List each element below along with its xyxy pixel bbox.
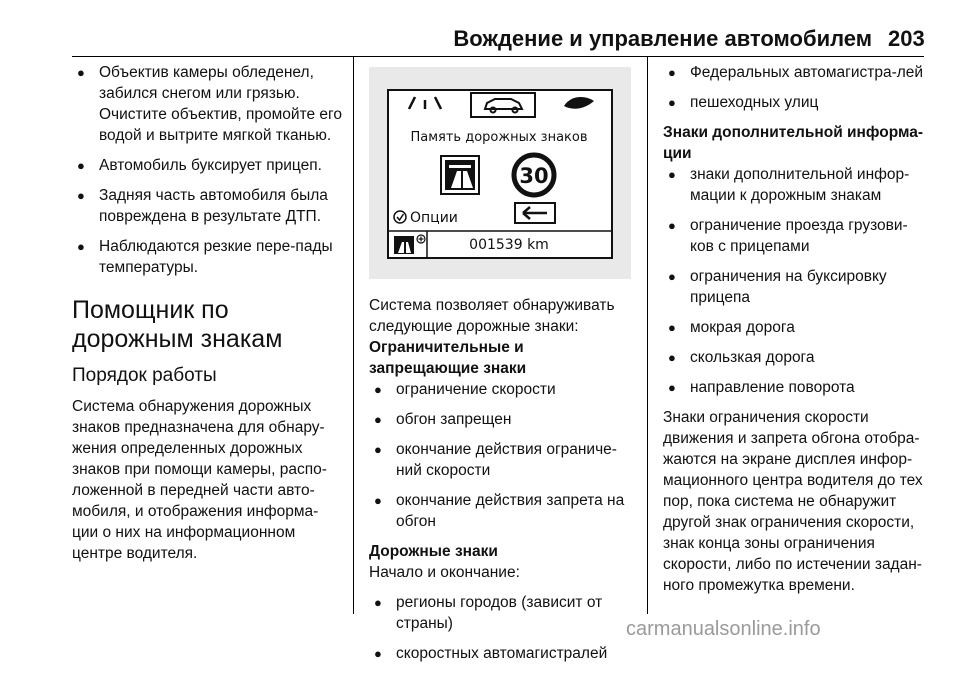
list-item: ● окончание действия запрета на обгон	[369, 490, 637, 532]
column-3	[663, 62, 927, 596]
restriction-signs-list	[369, 379, 637, 532]
road-signs-list	[369, 592, 637, 664]
group-intro: Начало и окончание:	[369, 564, 520, 581]
additional-info-signs-list	[663, 164, 927, 398]
leaf-tab-icon	[564, 97, 594, 109]
list-item: ● Автомобиль буксирует прицеп.	[72, 155, 344, 176]
section-title: Помощник по дорожным знакам	[72, 296, 283, 353]
watermark-link[interactable]: carmanualsonline.info	[626, 618, 821, 640]
list-item: ● Федеральных автомагистра-лей	[663, 62, 927, 83]
car-tab-icon	[485, 99, 522, 113]
column-1	[72, 62, 344, 564]
body-paragraph: Система обнаружения дорожных знаков предназначена для обнару-жения определенных дорожных знаков при помощи камеры, распо-ложенной в передней части авто-мобиля, и отображения информа-ции о них на информационном центре водителя.	[72, 398, 327, 562]
group-heading: Дорожные знаки	[369, 543, 498, 560]
options-label[interactable]: Опции	[410, 210, 458, 226]
list-item: ● скоростных автомагистралей	[369, 643, 637, 664]
odometer-readout: 001539 km	[469, 237, 549, 253]
display-title: Память дорожных знаков	[410, 130, 588, 145]
list-item: ● скользкая дорога	[663, 347, 927, 368]
group-heading: Знаки дополнительной информа-ции	[663, 124, 924, 162]
road-signs-tab-icon	[409, 97, 441, 109]
list-item: ● Объектив камеры обледенел, забился снегом или грязью. Очистите объектив, промойте его водой и вытрите мягкой тканью.	[72, 62, 344, 146]
display-graphics	[389, 91, 611, 257]
column-divider-1	[353, 56, 354, 614]
driver-info-display	[387, 89, 613, 259]
list-item: ● Задняя часть автомобиля была повреждена в результате ДТП.	[72, 185, 344, 227]
check-circle-icon	[394, 211, 406, 223]
column-divider-2	[647, 56, 648, 614]
running-header-title: Вождение и управление автомобилем	[453, 26, 872, 51]
plus-marker-icon	[417, 231, 427, 257]
list-item: ● окончание действия ограниче-ний скорости	[369, 439, 637, 481]
group-heading: Ограничительные и запрещающие знаки	[369, 339, 527, 377]
list-item: ● ограничение проезда грузови-ков с прицепами	[663, 215, 927, 257]
column-2	[369, 67, 637, 673]
list-item: ● Наблюдаются резкие пере-пады температуры.	[72, 236, 344, 278]
speed-limit-sign-icon	[514, 155, 554, 195]
intro-paragraph: Система позволяет обнаруживать следующие дорожные знаки:	[369, 297, 615, 335]
motorway-sign-icon	[441, 156, 479, 194]
back-arrow-icon[interactable]	[515, 203, 555, 223]
list-item: ● ограничение скорости	[369, 379, 637, 400]
list-item: ● обгон запрещен	[369, 409, 637, 430]
body-paragraph: Знаки ограничения скорости движения и запрета обгона отобра-жаются на экране дисплея инфор-мационного центра водителя до тех пор, пока система не обнаружит другой знак ограничения скорости, знак конца зоны ограничения скорости, либо по истечении задан-ного промежутка времени.	[663, 409, 923, 594]
list-item: ● мокрая дорога	[663, 317, 927, 338]
speed-limit-value: 30	[519, 164, 549, 188]
camera-issues-list	[72, 62, 344, 278]
list-item: ● знаки дополнительной инфор-мации к дорожным знакам	[663, 164, 927, 206]
road-signs-list-continued	[663, 62, 927, 113]
page-number: 203	[888, 26, 925, 51]
display-illustration	[369, 67, 631, 279]
header-rule	[72, 56, 924, 57]
list-item: ● регионы городов (зависит от страны)	[369, 592, 637, 634]
motorway-small-icon	[394, 236, 414, 254]
list-item: ● ограничения на буксировку прицепа	[663, 266, 927, 308]
list-item: ● пешеходных улиц	[663, 92, 927, 113]
list-item: ● направление поворота	[663, 377, 927, 398]
subsection-title: Порядок работы	[72, 365, 217, 386]
